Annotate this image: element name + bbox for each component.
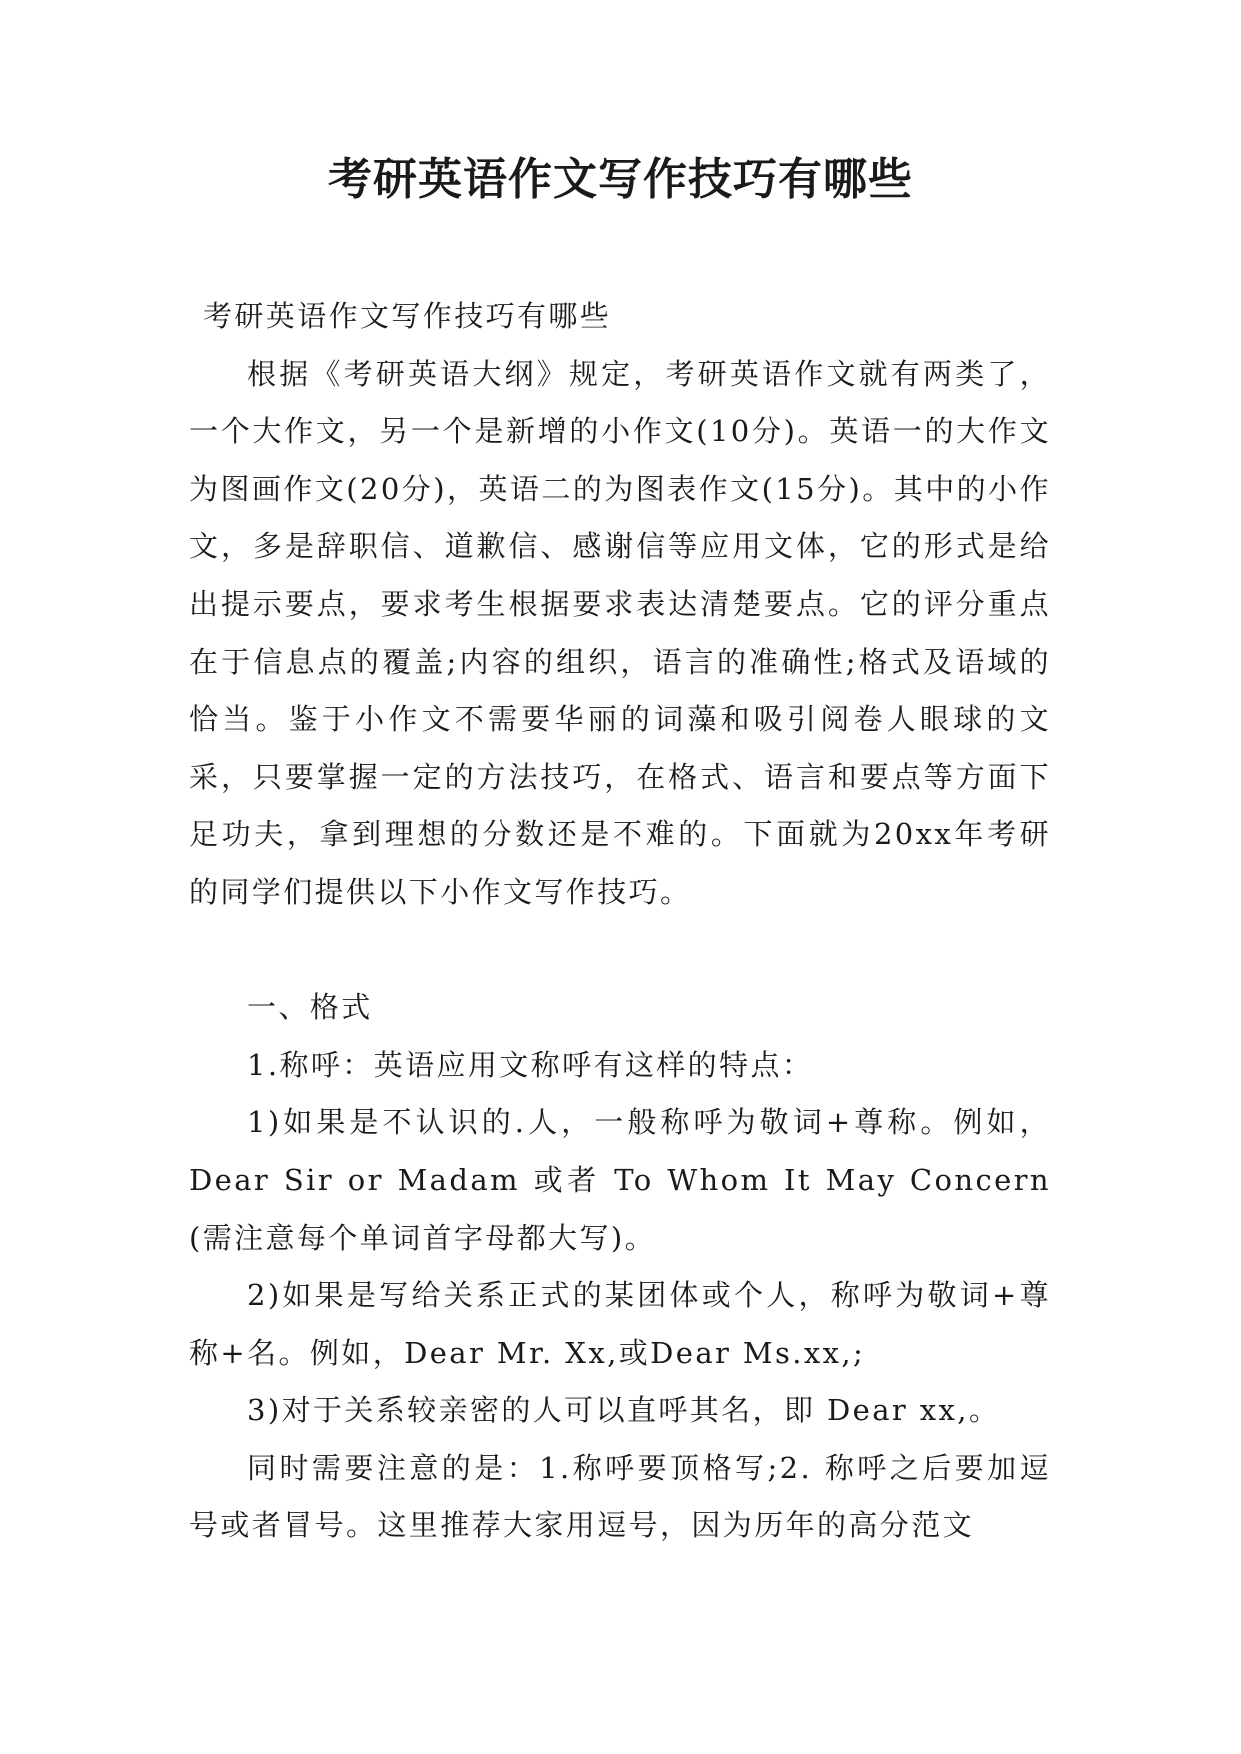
intro-paragraph: 根据《考研英语大纲》规定，考研英语作文就有两类了，一个大作文，另一个是新增的小作文(10分)。英语一的大作文为图画作文(20分)，英语二的为图表作文(15分)。其中的小作文，多是辞职信、道歉信、感谢信等应用文体，它的形式是给出提示要点，要求考生根据要求表达清楚要点。它的评分重点在于信息点的覆盖;内容的组织，语言的准确性;格式及语域的恰当。鉴于小作文不需要华丽的词藻和吸引阅卷人眼球的文采，只要掌握一定的方法技巧，在格式、语言和要点等方面下足功夫，拿到理想的分数还是不难的。下面就为20xx年考研的同学们提供以下小作文写作技巧。	[189, 356, 1051, 909]
item-salutation-close: 3)对于关系较亲密的人可以直呼其名，即 Dear xx,。	[247, 1393, 1001, 1428]
note-paragraph: 同时需要注意的是：1.称呼要顶格写;2. 称呼之后要加逗号或者冒号。这里推荐大家用逗号，因为历年的高分范文	[189, 1450, 1051, 1543]
document-subtitle: 考研英语作文写作技巧有哪些	[203, 299, 612, 333]
paragraph-spacer	[189, 922, 1051, 980]
document-title: 考研英语作文写作技巧有哪些	[328, 154, 913, 205]
item-salutation-formal: 2)如果是写给关系正式的某团体或个人，称呼为敬词+尊称+名。例如，Dear Mr. Xx,或Dear Ms.xx,;	[189, 1278, 1051, 1370]
item-salutation: 1.称呼：英语应用文称呼有这样的特点：	[247, 1047, 814, 1082]
item-salutation-stranger: 1)如果是不认识的.人，一般称呼为敬词+尊称。例如，Dear Sir or Madam 或者 To Whom It May Concern (需注意每个单词首字母都大写)。	[189, 1105, 1051, 1255]
section-heading-format: 一、格式	[247, 990, 373, 1025]
document-body	[189, 288, 1051, 1555]
